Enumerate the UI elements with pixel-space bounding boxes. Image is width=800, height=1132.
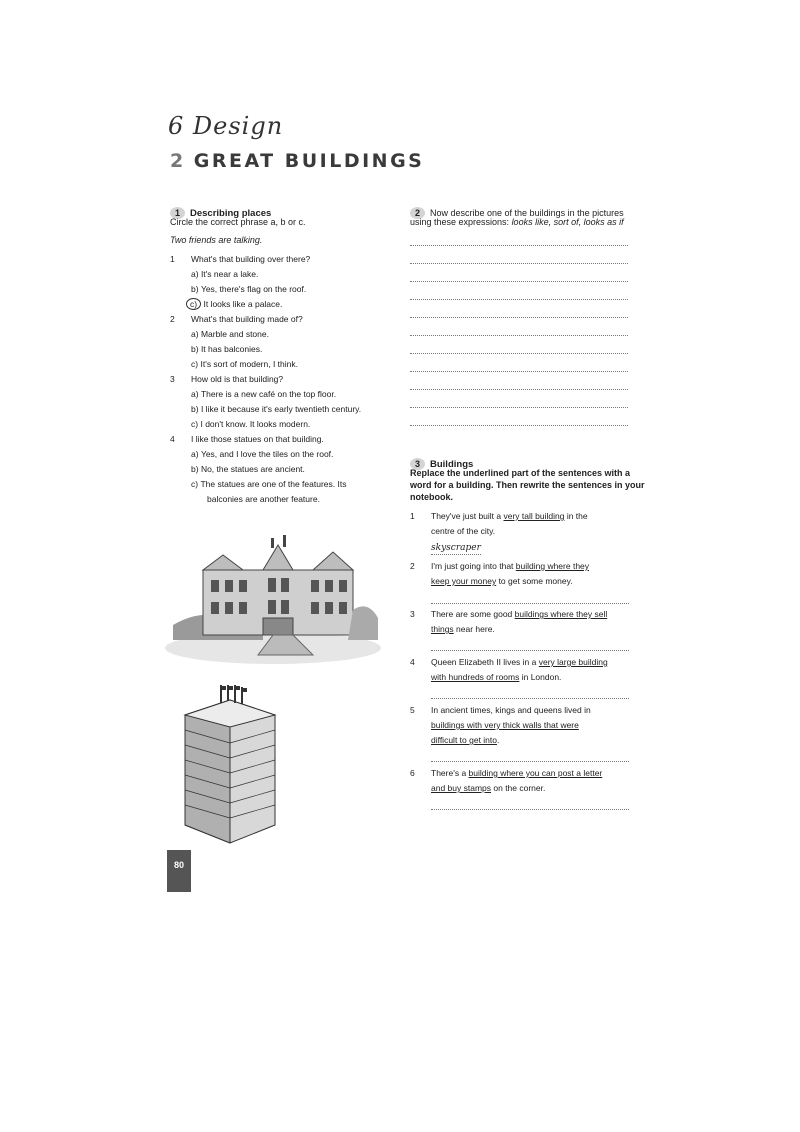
option-circled[interactable]: c) It looks like a palace.: [191, 297, 282, 312]
page-number: 80: [167, 850, 191, 892]
skyscraper-illustration: [175, 685, 285, 845]
option[interactable]: b) I like it because it's early twentieth century.: [191, 404, 362, 414]
sentence-6: There's a building where you can post a letter: [431, 768, 603, 778]
lesson-number: 2: [170, 150, 186, 172]
sentence-number: 3: [410, 609, 415, 619]
writing-line[interactable]: [410, 353, 628, 354]
question-1: 1: [170, 254, 175, 264]
answer-line[interactable]: [431, 809, 629, 810]
answer-line[interactable]: [431, 761, 629, 762]
sentence-number: 5: [410, 705, 415, 715]
option[interactable]: a) There is a new café on the top floor.: [191, 389, 337, 399]
writing-line[interactable]: [410, 317, 628, 318]
sentence-1-cont: centre of the city.: [431, 526, 496, 536]
option-continued: balconies are another feature.: [207, 494, 320, 504]
writing-line[interactable]: [410, 407, 628, 408]
sentence-number: 2: [410, 561, 415, 571]
writing-line[interactable]: [410, 263, 628, 264]
exercise-2-instruction-2: using these expressions: looks like, sort of, looks as if: [410, 217, 624, 227]
exercise-title: Buildings: [430, 459, 474, 470]
exercise-2-instruction-1: Now describe one of the buildings in the pictures: [430, 208, 624, 218]
writing-line[interactable]: [410, 425, 628, 426]
lesson-title-text: GREAT BUILDINGS: [193, 150, 425, 172]
sample-answer: skyscraper: [431, 543, 481, 553]
palace-illustration: [163, 530, 383, 665]
writing-line[interactable]: [410, 281, 628, 282]
sentence-number: 6: [410, 768, 415, 778]
exercise-3-instruction-3: notebook.: [410, 492, 453, 502]
option[interactable]: c) It's sort of modern, I think.: [191, 359, 298, 369]
writing-line[interactable]: [410, 245, 628, 246]
answer-line[interactable]: [431, 650, 629, 651]
sentence-5-cont2: difficult to get into.: [431, 735, 500, 745]
question-4: 4: [170, 434, 175, 444]
unit-title: 6 Design: [168, 112, 284, 140]
exercise-number-badge: 2: [410, 207, 425, 219]
option[interactable]: c) The statues are one of the features. Its: [191, 479, 347, 489]
question-2: 2: [170, 314, 175, 324]
writing-line[interactable]: [410, 299, 628, 300]
exercise-number-badge: 3: [410, 458, 425, 470]
sentence-number: 1: [410, 511, 415, 521]
question-text: What's that building over there?: [191, 254, 311, 264]
answer-line[interactable]: [431, 698, 629, 699]
exercise-3-instruction-1: Replace the underlined part of the sentences with a: [410, 468, 631, 478]
sentence-3: There are some good buildings where they sell: [431, 609, 608, 619]
question-text: I like those statues on that building.: [191, 434, 324, 444]
sentence-4-cont: with hundreds of rooms in London.: [431, 672, 562, 682]
option[interactable]: a) Yes, and I love the tiles on the roof.: [191, 449, 334, 459]
exercise-3-instruction-2: word for a building. Then rewrite the sentences in your: [410, 480, 645, 490]
writing-line[interactable]: [410, 371, 628, 372]
question-text: What's that building made of?: [191, 314, 303, 324]
exercise-title: Describing places: [190, 208, 272, 219]
sentence-5-cont: buildings with very thick walls that were: [431, 720, 579, 730]
sentence-6-cont: and buy stamps on the corner.: [431, 783, 546, 793]
lesson-title: [170, 150, 424, 172]
sentence-number: 4: [410, 657, 415, 667]
option[interactable]: c) I don't know. It looks modern.: [191, 419, 311, 429]
sentence-3-cont: things near here.: [431, 624, 495, 634]
exercise-1-instruction: Circle the correct phrase a, b or c.: [170, 217, 306, 227]
circled-answer: c): [186, 298, 201, 310]
sentence-4: Queen Elizabeth II lives in a very large building: [431, 657, 608, 667]
exercise-number-badge: 1: [170, 207, 185, 219]
answer-line[interactable]: [431, 603, 629, 604]
writing-line[interactable]: [410, 335, 628, 336]
option[interactable]: a) Marble and stone.: [191, 329, 269, 339]
question-text: How old is that building?: [191, 374, 284, 384]
option[interactable]: b) It has balconies.: [191, 344, 263, 354]
exercise-1-context: Two friends are talking.: [170, 235, 263, 245]
writing-line[interactable]: [410, 389, 628, 390]
sentence-2-cont: keep your money to get some money.: [431, 576, 573, 586]
question-3: 3: [170, 374, 175, 384]
sentence-2: I'm just going into that building where they: [431, 561, 590, 571]
option[interactable]: a) It's near a lake.: [191, 269, 259, 279]
option[interactable]: b) Yes, there's flag on the roof.: [191, 284, 307, 294]
sentence-1: They've just built a very tall building in the: [431, 511, 588, 521]
option[interactable]: b) No, the statues are ancient.: [191, 464, 305, 474]
sentence-5: In ancient times, kings and queens lived in: [431, 705, 591, 715]
